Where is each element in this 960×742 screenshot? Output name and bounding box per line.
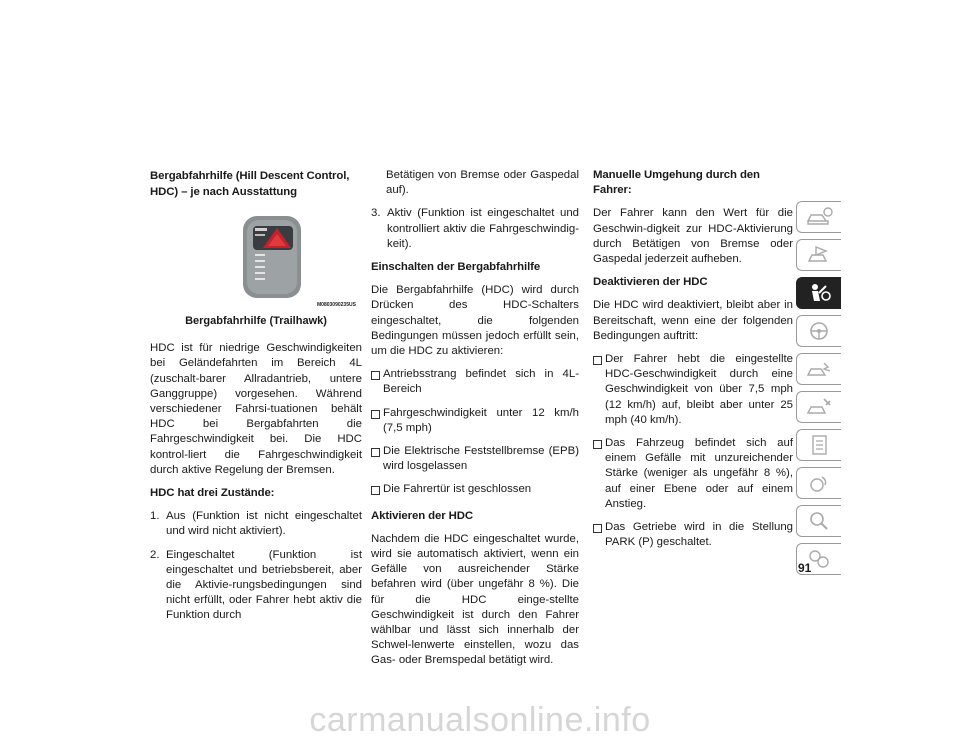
bullet-text: Die Elektrische Feststellbremse (EPB) wird losgelassen [383, 445, 579, 473]
column-left [150, 168, 362, 632]
tab-car-info[interactable] [796, 201, 841, 233]
airbag-safety-icon [804, 281, 834, 305]
hdc-switch-image [237, 214, 333, 310]
tab-audio-media[interactable] [796, 467, 841, 499]
bullet-item [593, 520, 793, 550]
section-heading-hdc: Bergabfahrhilfe (Hill Descent Control, HDC) – je nach Ausstattung [150, 170, 350, 198]
tab-checklist[interactable] [796, 429, 841, 461]
activate-paragraph: Nachdem die HDC eingeschaltet wurde, wird sie automatisch aktiviert, wenn ein Gefälle von ausreichender Stärke befahren wird (über ungefähr 8 %). Die für die HDC einge-stellte Geschwindigkeit ist durch den Fahrer wählbar und lässt sich innerhalb der Schwel-lenwerte einstellen, wozu das Gas- oder Bremspedal betätigt wird. [371, 532, 579, 667]
audio-media-icon [804, 471, 834, 495]
hdc-switch-figure [237, 214, 356, 310]
car-info-icon [804, 205, 834, 229]
list-item [371, 206, 579, 252]
warning-lights-icon [804, 243, 834, 267]
deactivate-heading: Deaktivieren der HDC [593, 276, 708, 289]
crash-icon [804, 357, 834, 381]
tab-airbag-safety[interactable] [796, 277, 841, 309]
checkbox-bullet-icon [371, 444, 383, 474]
override-heading: Manuelle Umgehung durch den Fahrer: [593, 169, 760, 197]
watermark: carmanualsonline.info [309, 700, 651, 739]
service-car-icon [804, 395, 834, 419]
bullet-text: Das Fahrzeug befindet sich auf einem Gefälle mit unzureichender Stärke (weniger als ungefähr 8 %), auf einer Ebene oder auf einem Anstieg. [605, 437, 793, 510]
list-item-continuation: Betätigen von Bremse oder Gaspedal auf). [386, 169, 579, 197]
tab-crash[interactable] [796, 353, 841, 385]
checkbox-bullet-icon [371, 482, 383, 500]
bullet-text: Antriebsstrang befindet sich in 4L-Bereich [383, 368, 579, 396]
bullet-text: Die Fahrertür ist geschlossen [383, 483, 532, 496]
list-item [150, 548, 362, 624]
enable-heading: Einschalten der Bergabfahrhilfe [371, 261, 541, 274]
activate-heading: Aktivieren der HDC [371, 509, 474, 522]
list-number: 2. [150, 548, 160, 561]
override-paragraph: Der Fahrer kann den Wert für die Geschwin-digkeit zur HDC-Aktivierung durch Betätigen von Bremse oder Gaspedal jederzeit aufheben. [593, 207, 793, 266]
list-number: 1. [150, 510, 160, 523]
checklist-icon [804, 433, 834, 457]
checkbox-bullet-icon [593, 520, 605, 550]
checkbox-bullet-icon [371, 406, 383, 436]
intro-paragraph: HDC ist für niedrige Geschwindigkeiten bei Geländefahrten im Bereich 4L (zuschalt-barer Allradantrieb, untere Ganggruppe) vorgesehen. Während verschiedener Fahrsi-tuationen behält HDC bei Bergabfahrten die Fahrgeschwindigkeit bei. Die HDC kontrol-liert die Fahrgeschwindigkeit durch aktive Regelung der Bremsen. [150, 342, 362, 476]
steering-wheel-icon [804, 319, 834, 343]
magnifier-icon [804, 509, 834, 533]
bullet-item [371, 367, 579, 397]
column-middle [371, 168, 579, 677]
figure-caption: Bergabfahrhilfe (Trailhawk) [185, 315, 327, 327]
bullet-text: Das Getriebe wird in die Stellung PARK (P) geschaltet. [605, 521, 793, 549]
deactivate-paragraph: Die HDC wird deaktiviert, bleibt aber in Bereitschaft, wenn eine der folgenden Bedingungen auftritt: [593, 299, 793, 342]
bullet-text: Der Fahrer hebt die eingestellte HDC-Geschwindigkeit durch eine Geschwindigkeit von über 7,5 mph (12 km/h) auf, bleibt aber unter 25 mph (40 km/h). [605, 353, 793, 426]
list-text: Aktiv (Funktion ist eingeschaltet und kontrolliert aktiv die Fahrgeschwindig-keit). [387, 207, 579, 250]
list-item [150, 509, 362, 539]
bullet-item [593, 352, 793, 428]
list-text: Aus (Funktion ist nicht eingeschaltet und wird nicht aktiviert). [166, 510, 362, 538]
bullet-item [371, 482, 579, 500]
checkbox-bullet-icon [593, 436, 605, 512]
page-number: 91 [798, 561, 812, 575]
bullet-item [371, 444, 579, 474]
tab-search[interactable] [796, 505, 841, 537]
chapter-tabs [796, 201, 840, 581]
list-number: 3. [371, 207, 381, 220]
tab-warning-lights[interactable] [796, 239, 841, 271]
states-heading: HDC hat drei Zustände: [150, 487, 275, 500]
checkbox-bullet-icon [593, 352, 605, 428]
column-right [593, 168, 793, 558]
list-text: Eingeschaltet (Funktion ist eingeschaltet und betriebsbereit, aber die Aktivie-rungsbedingungen sind nicht erfüllt, oder Fahrer hebt aktiv die Funktion durch [166, 548, 362, 622]
tab-service[interactable] [796, 391, 841, 423]
bullet-text: Fahrgeschwindigkeit unter 12 km/h (7,5 mph) [383, 406, 579, 434]
bullet-item [371, 406, 579, 436]
enable-paragraph: Die Bergabfahrhilfe (HDC) wird durch Drücken des HDC-Schalters eingeschaltet, die folgenden Bedingungen müssen jedoch erfüllt sein, um die HDC zu aktivieren: [371, 284, 579, 358]
checkbox-bullet-icon [371, 367, 383, 397]
tab-steering[interactable] [796, 315, 841, 347]
figure-id: M0803090235US [317, 302, 356, 308]
bullet-item [593, 436, 793, 512]
